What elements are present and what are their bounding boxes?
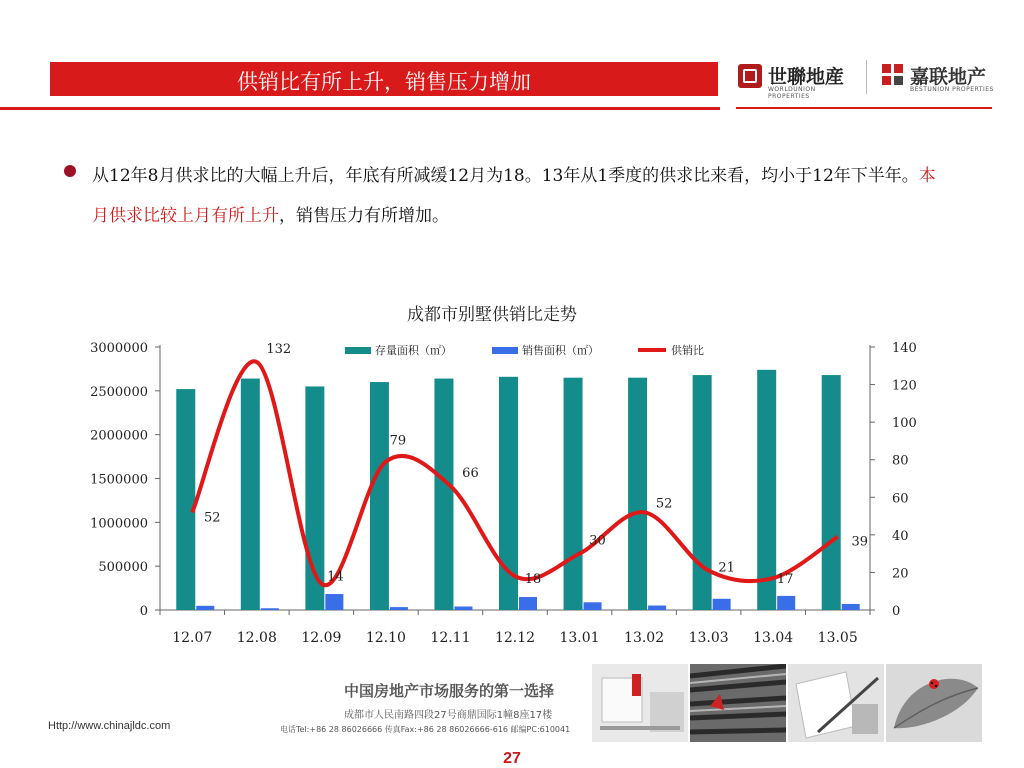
y-left-tick-label: 0 <box>139 604 148 619</box>
worldunion-logo-icon <box>738 64 762 88</box>
x-tick-label: 12.10 <box>365 630 406 646</box>
legend-ratio-label: 供销比 <box>671 344 704 357</box>
body-text-part1: 从12年8月供求比的大幅上升后，年底有所减缓12月为18。13年从1季度的供求比来看，均小于12年下半年。 <box>92 166 919 186</box>
supply-sales-chart <box>60 290 960 670</box>
bar-stock-area <box>564 378 583 610</box>
bar-sales-area <box>454 606 472 610</box>
slide-title: 供销比有所上升，销售压力增加 <box>237 70 531 94</box>
y-left-tick-label: 1500000 <box>90 472 148 488</box>
bar-stock-area <box>822 375 841 610</box>
page-number: 27 <box>503 750 521 767</box>
bar-stock-area <box>241 379 260 610</box>
bar-stock-area <box>176 389 195 610</box>
photo-documents <box>788 664 884 742</box>
photo-office-desk <box>592 664 688 742</box>
title-underline-right <box>736 107 992 109</box>
bar-sales-area <box>519 597 537 610</box>
bar-stock-area <box>628 378 647 610</box>
bar-stock-area <box>757 370 776 610</box>
y-left-tick-label: 2500000 <box>90 384 148 400</box>
body-text-highlight: 本月供求比较上月有所上升 <box>92 166 936 226</box>
y-right-tick-label: 80 <box>892 453 909 469</box>
ratio-data-label: 39 <box>851 534 869 550</box>
footer-contact: 电话Tel:+86 28 86026666 传真Fax:+86 28 86026666-616 邮编PC:610041 <box>280 725 571 734</box>
footer-slogan: 中国房地产市场服务的第一选择 <box>344 682 555 700</box>
y-right-tick-label: 140 <box>892 341 917 356</box>
ratio-data-label: 52 <box>203 510 221 526</box>
body-paragraph <box>92 156 952 236</box>
photo-leaf-ladybug <box>886 664 982 742</box>
x-tick-label: 12.11 <box>430 630 471 646</box>
legend-sales-label: 销售面积（㎡） <box>522 344 599 357</box>
bar-sales-area <box>261 608 279 610</box>
legend-stock-swatch <box>345 347 371 354</box>
y-right-tick-label: 20 <box>892 566 909 582</box>
worldunion-logo-sub: WORLDUNION PROPERTIES <box>768 86 816 100</box>
x-tick-label: 13.05 <box>817 630 858 646</box>
y-right-tick-label: 0 <box>892 604 901 619</box>
logo-divider <box>866 60 867 94</box>
ratio-data-label: 30 <box>589 533 606 549</box>
y-left-tick-label: 500000 <box>98 560 148 576</box>
body-text-part2: ，销售压力有所增加。 <box>279 206 449 226</box>
title-underline <box>0 107 720 110</box>
x-tick-label: 12.09 <box>301 630 342 646</box>
y-left-tick-label: 1000000 <box>90 516 148 532</box>
footer-photo-strip <box>592 664 984 742</box>
bar-sales-area <box>584 602 602 610</box>
y-right-tick-label: 60 <box>892 491 909 507</box>
y-left-tick-label: 3000000 <box>90 341 148 356</box>
worldunion-logo <box>738 60 858 100</box>
y-right-tick-label: 40 <box>892 528 909 544</box>
bar-sales-area <box>390 607 408 610</box>
worldunion-logo-name: 世聯地産 <box>768 66 845 88</box>
ratio-data-label: 18 <box>524 572 542 588</box>
bullet-icon <box>64 165 76 177</box>
footer-url-link[interactable]: Http://www.chinajldc.com <box>48 720 171 732</box>
bar-sales-area <box>648 606 666 610</box>
footer-address: 成都市人民南路四段27号商鼎国际1幢8座17楼 <box>344 710 553 721</box>
x-tick-label: 13.03 <box>688 630 729 646</box>
photo-stone-texture <box>690 664 786 742</box>
x-tick-label: 12.08 <box>236 630 277 646</box>
bestunion-logo-name: 嘉联地产 <box>910 66 987 88</box>
bar-sales-area <box>325 594 343 610</box>
bar-sales-area <box>713 599 731 610</box>
chart-title: 成都市别墅供销比走势 <box>407 305 577 325</box>
ratio-data-label: 17 <box>776 572 794 588</box>
ratio-data-label: 52 <box>655 496 673 512</box>
y-right-tick-label: 100 <box>892 416 917 432</box>
ratio-data-label: 79 <box>389 433 407 449</box>
x-tick-label: 12.12 <box>494 630 536 646</box>
bestunion-logo-sub: BESTUNION PROPERTIES <box>910 86 994 93</box>
ratio-data-label: 21 <box>718 560 735 576</box>
bar-stock-area <box>370 382 389 610</box>
y-right-tick-label: 120 <box>892 378 917 394</box>
bar-stock-area <box>434 379 453 610</box>
title-bar <box>50 62 718 96</box>
legend-sales-swatch <box>492 347 518 354</box>
bar-sales-area <box>196 606 214 610</box>
bestunion-logo-icon <box>882 64 906 88</box>
bestunion-logo <box>882 60 1002 96</box>
chart-container <box>60 290 960 670</box>
bar-sales-area <box>842 604 860 610</box>
ratio-data-label: 66 <box>462 466 479 482</box>
y-left-tick-label: 2000000 <box>90 428 148 444</box>
x-tick-label: 12.07 <box>172 630 213 646</box>
bar-sales-area <box>777 596 795 610</box>
ratio-data-label: 132 <box>266 342 292 358</box>
legend-stock-label: 存量面积（㎡） <box>375 344 452 357</box>
x-tick-label: 13.04 <box>753 630 794 646</box>
ratio-data-label: 14 <box>327 569 344 585</box>
x-tick-label: 13.01 <box>559 630 600 646</box>
x-tick-label: 13.02 <box>624 630 665 646</box>
bar-stock-area <box>693 375 712 610</box>
